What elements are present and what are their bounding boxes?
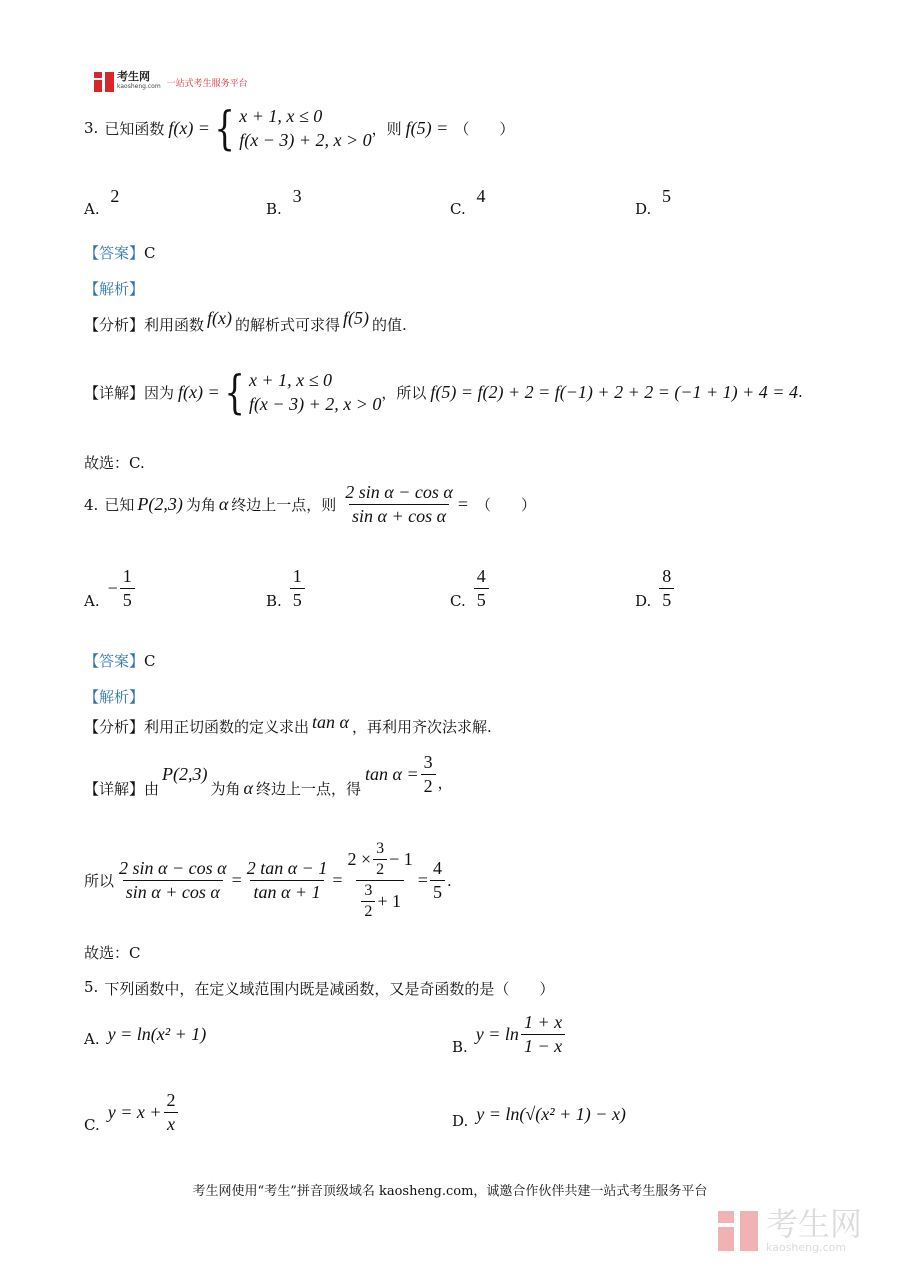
answer-value: C xyxy=(144,652,156,670)
fraction-numerator: 3 xyxy=(364,882,373,899)
option-value: 2 xyxy=(110,186,120,206)
option-expression: y = ln(√(x² + 1) − x) xyxy=(476,1104,626,1124)
q3-case2: f(x − 3) + 2, x > 0 xyxy=(239,130,372,150)
option-label: C. xyxy=(450,200,466,218)
q5-number: 5. xyxy=(84,978,99,996)
fenxi-text-1: 利用正切函数的定义求出 xyxy=(144,718,310,736)
fraction-denominator: 5 xyxy=(290,588,305,611)
q4-stem xyxy=(84,482,536,527)
fenxi-tan: tan α xyxy=(312,712,349,732)
q4-number: 4. xyxy=(84,495,99,514)
text-part: 2 × xyxy=(347,849,372,869)
fraction-denominator: 2 xyxy=(373,859,387,879)
equals-sign: = xyxy=(332,870,343,890)
fenxi-tag: 【分析】 xyxy=(84,718,145,736)
fraction-denominator: 2 xyxy=(361,901,375,921)
fraction-numerator: 4 xyxy=(432,858,442,878)
option-label: A. xyxy=(84,591,100,610)
detail-fx: f(x) = xyxy=(178,381,220,402)
q4-detail xyxy=(84,752,453,797)
brand-slogan: 一站式考生服务平台 xyxy=(166,78,248,89)
fraction-numerator: 3 xyxy=(423,752,433,772)
q3-choose: 故选：C. xyxy=(84,454,145,472)
q3-stem xyxy=(84,101,515,155)
answer-tag: 【答案】 xyxy=(84,652,145,670)
q5-text: 下列函数中，在定义域范围内既是减函数，又是奇函数的是（ ） xyxy=(104,980,555,998)
left-brace: { xyxy=(214,101,235,155)
fraction-numerator: 3 xyxy=(376,840,385,857)
q4-lead: 已知 xyxy=(104,496,135,514)
detail-text-3: 终边上一点，得 xyxy=(255,780,361,798)
header-logo xyxy=(94,72,248,92)
brand-logo-icon xyxy=(94,72,114,92)
answer-tag: 【答案】 xyxy=(84,244,145,262)
option-label: D. xyxy=(635,591,652,610)
fraction-numerator xyxy=(344,840,415,880)
q3-then: ，则 xyxy=(371,119,402,138)
nested-fraction xyxy=(373,840,387,879)
q4-option-d xyxy=(635,566,676,611)
equals-sign: = xyxy=(231,870,242,890)
fenxi-text-2: 的解析式可求得 xyxy=(235,316,341,334)
q3-option-a xyxy=(84,186,120,218)
option-expression: y = x + xyxy=(107,1102,162,1122)
fraction-denominator: 2 xyxy=(421,774,436,797)
fenxi-f5: f(5) xyxy=(343,308,370,328)
fenxi-fx: f(x) xyxy=(207,308,233,328)
option-fraction xyxy=(474,566,489,611)
detail-cases xyxy=(249,368,381,416)
q3-fenxi xyxy=(84,308,407,335)
q3-lead: 已知函数 xyxy=(104,119,165,138)
fraction-denominator: 5 xyxy=(430,880,445,903)
option-value: 3 xyxy=(292,186,302,206)
q5-option-d xyxy=(452,1104,626,1130)
q4-choose: 故选：C xyxy=(84,944,141,962)
option-label: B. xyxy=(452,1037,468,1056)
detail-text-2: ，所以 xyxy=(381,383,427,402)
q3-option-d xyxy=(635,186,672,218)
watermark xyxy=(718,1205,863,1254)
q3-case1: x + 1, x ≤ 0 xyxy=(239,106,323,126)
equals-sign: = xyxy=(417,870,428,890)
option-label: D. xyxy=(452,1111,469,1130)
detail-tag: 【详解】 xyxy=(84,780,145,798)
option-label: D. xyxy=(635,200,652,218)
detail-case1: x + 1, x ≤ 0 xyxy=(248,370,332,390)
q4-answer xyxy=(84,650,156,671)
fraction-numerator: 4 xyxy=(476,566,486,586)
q3-detail xyxy=(84,365,803,419)
solution-fraction-4 xyxy=(430,858,445,903)
detail-text-1: 因为 xyxy=(144,383,175,402)
option-sign: − xyxy=(107,578,118,598)
q4-alpha: α xyxy=(218,494,229,514)
period: . xyxy=(446,871,452,890)
fenxi-text-3: 的值. xyxy=(372,316,407,334)
q4-analysis-tag: 【解析】 xyxy=(84,688,145,706)
fraction-denominator: 1 − x xyxy=(521,1034,565,1057)
fenxi-tag: 【分析】 xyxy=(84,316,145,334)
detail-tan-lhs: tan α = xyxy=(365,764,419,784)
text-part: − 1 xyxy=(389,849,413,869)
fraction-denominator: sin α + cos α xyxy=(123,880,223,903)
fraction-numerator: 1 xyxy=(292,566,302,586)
q4-options xyxy=(84,566,824,616)
detail-chain: f(5) = f(2) + 2 = f(−1) + 2 + 2 = (−1 + 1) + 4 = 4 xyxy=(430,381,798,402)
q3-paren: （ ） xyxy=(454,119,515,138)
q5-option-a xyxy=(84,1024,207,1048)
fraction-numerator: 2 sin α − cos α xyxy=(119,858,227,878)
q3-number: 3. xyxy=(84,119,99,137)
q4-paren: （ ） xyxy=(476,496,537,514)
q5-option-c xyxy=(84,1090,181,1135)
q4-mid: 为角 xyxy=(185,496,216,514)
option-expression: y = ln(x² + 1) xyxy=(107,1024,207,1044)
q4-stem-fraction xyxy=(342,482,456,527)
option-expression: y = ln xyxy=(475,1024,519,1044)
q4-eq: = xyxy=(457,494,468,514)
solution-fraction-2 xyxy=(244,858,331,903)
watermark-logo-icon xyxy=(718,1211,758,1251)
fenxi-text-2: ，再利用齐次法求解. xyxy=(351,718,492,736)
q3-answer xyxy=(84,242,156,263)
left-brace: { xyxy=(224,365,245,419)
brand-domain: kaosheng.com xyxy=(117,83,161,90)
fraction-numerator: 2 sin α − cos α xyxy=(345,482,453,502)
q3-options xyxy=(84,186,824,216)
q4-point: P(2,3) xyxy=(137,494,183,514)
detail-comma: ， xyxy=(437,774,453,792)
q4-mid2: 终边上一点，则 xyxy=(231,496,337,514)
fraction-denominator: 5 xyxy=(659,588,674,611)
fraction-denominator: 5 xyxy=(474,588,489,611)
detail-end: . xyxy=(797,383,803,401)
option-fraction xyxy=(164,1090,179,1135)
fraction-denominator: tan α + 1 xyxy=(250,880,323,903)
q4-option-b xyxy=(266,566,307,611)
option-label: A. xyxy=(84,200,100,218)
detail-point: P(2,3) xyxy=(162,764,208,784)
fraction-denominator: sin α + cos α xyxy=(349,504,449,527)
fraction-numerator: 2 tan α − 1 xyxy=(246,858,328,878)
q3-analysis-tag: 【解析】 xyxy=(84,280,145,298)
option-fraction xyxy=(521,1012,565,1057)
q4-solution xyxy=(84,840,452,921)
nested-fraction xyxy=(361,882,375,921)
detail-case2: f(x − 3) + 2, x > 0 xyxy=(248,394,382,414)
fraction-denominator xyxy=(356,880,404,921)
detail-tag: 【详解】 xyxy=(84,383,145,402)
detail-text-2: 为角 xyxy=(210,780,241,798)
q5-stem xyxy=(84,978,554,999)
option-label: C. xyxy=(450,591,466,610)
q3-fx: f(x) = xyxy=(168,117,210,138)
q3-option-b xyxy=(266,186,302,218)
watermark-brand: 考生网 xyxy=(766,1205,863,1243)
fenxi-text-1: 利用函数 xyxy=(144,316,205,334)
fraction-numerator: 1 + x xyxy=(523,1012,563,1032)
footer-text: 考生网使用“考生”拼音顶级域名 kaosheng.com，诚邀合作伙伴共建一站式考生服务平台 xyxy=(192,1184,708,1199)
brand-name: 考生网 xyxy=(117,70,150,83)
q5-option-b xyxy=(452,1012,567,1057)
fraction-denominator: x xyxy=(164,1112,178,1135)
q3-f5: f(5) = xyxy=(405,117,449,138)
option-value: 4 xyxy=(476,186,486,206)
q4-option-c xyxy=(450,566,491,611)
detail-text-1: 由 xyxy=(144,780,160,798)
text-part: + 1 xyxy=(377,891,401,911)
fraction-numerator: 8 xyxy=(662,566,672,586)
solution-fraction-1 xyxy=(116,858,230,903)
option-label: C. xyxy=(84,1115,100,1134)
solution-fraction-3 xyxy=(344,840,415,921)
option-label: B. xyxy=(266,200,282,218)
option-label: A. xyxy=(84,1029,100,1048)
q3-option-c xyxy=(450,186,486,218)
detail-tan-fraction xyxy=(421,752,436,797)
fraction-numerator: 1 xyxy=(122,566,132,586)
option-fraction xyxy=(290,566,305,611)
fraction-numerator: 2 xyxy=(166,1090,176,1110)
detail-alpha: α xyxy=(243,778,253,798)
option-value: 5 xyxy=(662,186,672,206)
option-label: B. xyxy=(266,591,282,610)
answer-value: C xyxy=(144,244,156,262)
fraction-denominator: 5 xyxy=(120,588,135,611)
q4-option-a xyxy=(84,566,137,611)
q3-cases xyxy=(239,104,371,152)
watermark-domain: kaosheng.com xyxy=(766,1241,847,1254)
option-fraction xyxy=(120,566,135,611)
q4-fenxi xyxy=(84,712,492,737)
solution-so: 所以 xyxy=(84,872,115,890)
option-fraction xyxy=(659,566,674,611)
